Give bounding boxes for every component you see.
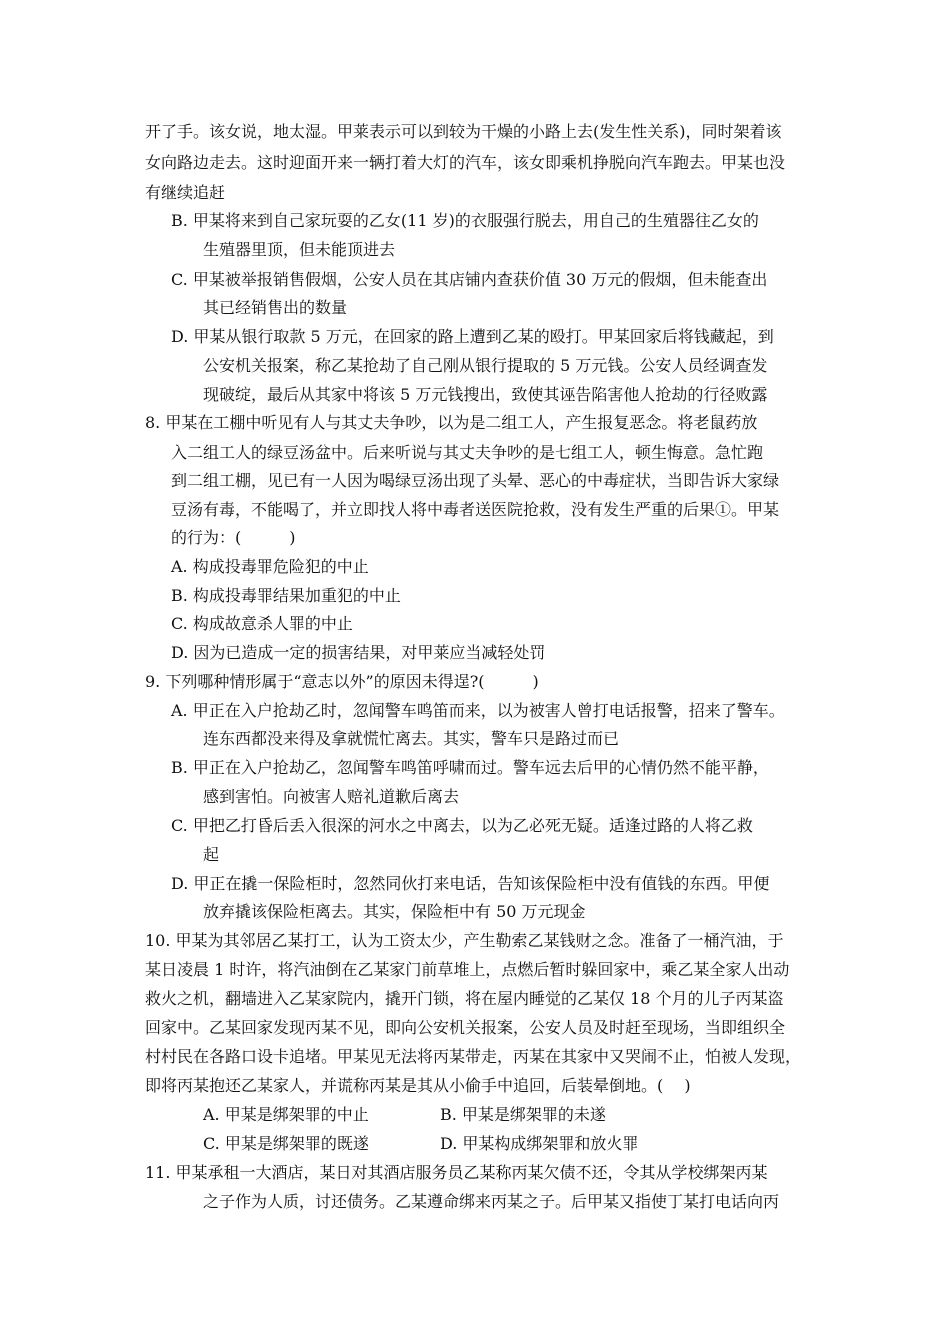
q9-option-d: D. 甲正在撬一保险柜时，忽然同伙打来电话，告知该保险柜中没有值钱的东西。甲便 bbox=[171, 874, 770, 893]
q9-option-b-cont: 感到害怕。向被害人赔礼道歉后离去 bbox=[203, 787, 460, 806]
q10-stem-cont: 某日凌晨 1 时许，将汽油倒在乙某家门前草堆上，点燃后暂时躲回家中，乘乙某全家人出动 bbox=[145, 960, 790, 979]
q7-option-b-cont: 生殖器里顶，但未能顶进去 bbox=[203, 240, 396, 259]
q8-stem-cont: 入二组工人的绿豆汤盆中。后来听说与其丈夫争吵的是七组工人，顿生悔意。急忙跑 bbox=[171, 443, 764, 462]
q7-option-d-cont: 公安机关报案，称乙某抢劫了自己刚从银行提取的 5 万元钱。公安人员经调查发 bbox=[203, 356, 768, 375]
text-line: 开了手。该女说，地太湿。甲莱表示可以到较为干燥的小路上去(发生性关系)，同时架着该 bbox=[145, 122, 782, 141]
q7-option-c-cont: 其已经销售出的数量 bbox=[203, 298, 348, 317]
q8-stem-cont: 的行为：( ) bbox=[171, 528, 296, 547]
q9-option-a-cont: 连东西都没来得及拿就慌忙离去。其实，警车只是路过而已 bbox=[203, 729, 620, 748]
q10-stem-cont: 村村民在各路口设卡追堵。甲某见无法将丙某带走，丙某在其家中又哭闹不止，怕被人发现， bbox=[145, 1047, 802, 1066]
q7-option-c: C. 甲某被举报销售假烟，公安人员在其店铺内查获价值 30 万元的假烟，但未能查出 bbox=[171, 270, 768, 289]
q11-stem: 11. 甲某承租一大酒店，某日对其酒店服务员乙某称丙某欠债不还，令其从学校绑架丙某 bbox=[145, 1163, 768, 1182]
q8-option-d: D. 因为已造成一定的损害结果，对甲莱应当减轻处罚 bbox=[171, 643, 546, 662]
q10-stem-cont: 即将丙某抱还乙某家人，并谎称丙某是其从小偷手中追回，后装晕倒地。( ) bbox=[145, 1076, 691, 1095]
q11-stem-cont: 之子作为人质，讨还债务。乙某遵命绑来丙某之子。后甲某又指使丁某打电话向丙 bbox=[203, 1192, 780, 1211]
q8-option-c: C. 构成故意杀人罪的中止 bbox=[171, 614, 353, 633]
q7-option-b: B. 甲某将来到自己家玩耍的乙女(11 岁)的衣服强行脱去，用自己的生殖器往乙女的 bbox=[171, 211, 759, 230]
q9-option-b: B. 甲正在入户抢劫乙，忽闻警车鸣笛呼啸而过。警车远去后甲的心情仍然不能平静， bbox=[171, 758, 769, 777]
q9-option-d-cont: 放弃撬该保险柜离去。其实，保险柜中有 50 万元现金 bbox=[203, 902, 586, 921]
q10-stem-cont: 救火之机，翻墙进入乙某家院内，撬开门锁，将在屋内睡觉的乙某仅 18 个月的儿子丙某盗 bbox=[145, 989, 784, 1008]
q10-stem-cont: 回家中。乙某回家发现丙某不见，即向公安机关报案，公安人员及时赶至现场，当即组织全 bbox=[145, 1018, 786, 1037]
q9-option-a: A. 甲正在入户抢劫乙时，忽闻警车鸣笛而来，以为被害人曾打电话报警，招来了警车。 bbox=[171, 701, 785, 720]
q8-stem-cont: 到二组工棚，见已有一人因为喝绿豆汤出现了头晕、恶心的中毒症状，当即告诉大家绿 bbox=[171, 471, 780, 490]
q10-stem: 10. 甲某为其邻居乙某打工，认为工资太少，产生勒索乙某钱财之念。准备了一桶汽油，于 bbox=[145, 931, 784, 950]
q8-stem-cont: 豆汤有毒，不能喝了，并立即找人将中毒者送医院抢救，没有发生严重的后果①。甲某 bbox=[171, 500, 780, 519]
text-line: 女向路边走去。这时迎面开来一辆打着大灯的汽车，该女即乘机挣脱向汽车跑去。甲某也没 bbox=[145, 153, 786, 172]
q7-option-d: D. 甲某从银行取款 5 万元，在回家的路上遭到乙某的殴打。甲某回家后将钱藏起，到 bbox=[171, 327, 774, 346]
q9-stem: 9. 下列哪种情形属于“意志以外”的原因未得逞?( ) bbox=[145, 672, 539, 691]
q8-option-b: B. 构成投毒罪结果加重犯的中止 bbox=[171, 586, 401, 605]
q9-option-c-cont: 起 bbox=[203, 845, 220, 864]
q10-option-a: A. 甲某是绑架罪的中止 bbox=[203, 1105, 369, 1124]
q10-option-c: C. 甲某是绑架罪的既遂 bbox=[203, 1134, 369, 1153]
text-line: 有继续追赶 bbox=[145, 183, 226, 202]
q8-option-a: A. 构成投毒罪危险犯的中止 bbox=[171, 557, 369, 576]
q7-option-d-cont: 现破绽，最后从其家中将该 5 万元钱搜出，致使其诬告陷害他人抢劫的行径败露 bbox=[203, 385, 768, 404]
q8-stem: 8. 甲某在工棚中听见有人与其丈夫争吵，以为是二组工人，产生报复恶念。将老鼠药放 bbox=[145, 413, 758, 432]
q10-option-d: D. 甲某构成绑架罪和放火罪 bbox=[440, 1134, 639, 1153]
q9-option-c: C. 甲把乙打昏后丢入很深的河水之中离去，以为乙必死无疑。适逢过路的人将乙救 bbox=[171, 816, 753, 835]
q10-option-b: B. 甲某是绑架罪的未遂 bbox=[440, 1105, 606, 1124]
